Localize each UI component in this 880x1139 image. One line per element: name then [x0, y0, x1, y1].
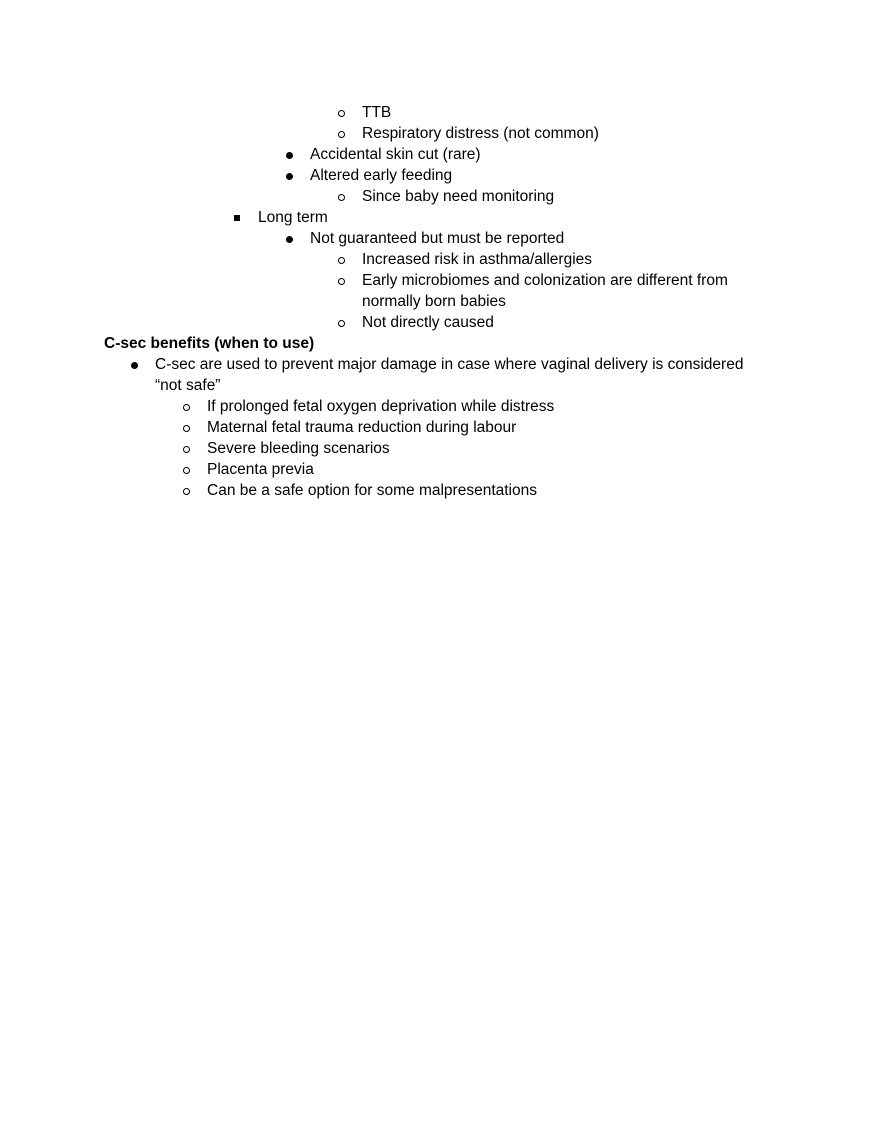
list-item — [338, 270, 758, 312]
list-item-text: Respiratory distress (not common) — [362, 125, 599, 142]
list-item-text: Maternal fetal trauma reduction during labour — [207, 419, 517, 436]
list-item-text: Placenta previa — [207, 461, 314, 478]
list-item-text: Increased risk in asthma/allergies — [362, 251, 593, 268]
list-item-text: Can be a safe option for some malpresentations — [207, 482, 537, 499]
list-item — [131, 354, 771, 396]
list-item-text: If prolonged fetal oxygen deprivation while distress — [207, 398, 555, 415]
list-item-text: Accidental skin cut (rare) — [310, 146, 481, 163]
list-item-text: Early microbiomes and colonization are different from normally born babies — [362, 272, 728, 310]
list-item-text: Not guaranteed but must be reported — [310, 230, 565, 247]
list-item-text: Altered early feeding — [310, 167, 453, 184]
section-heading: C-sec benefits (when to use) — [104, 335, 315, 352]
list-item-text: TTB — [362, 104, 392, 121]
list-item-text: C-sec are used to prevent major damage in case where vaginal delivery is considered “not safe” — [155, 356, 744, 394]
list-item-text: Not directly caused — [362, 314, 494, 331]
list-item-text: Long term — [258, 209, 328, 226]
list-item-text: Since baby need monitoring — [362, 188, 555, 205]
list-item-text: Severe bleeding scenarios — [207, 440, 390, 457]
